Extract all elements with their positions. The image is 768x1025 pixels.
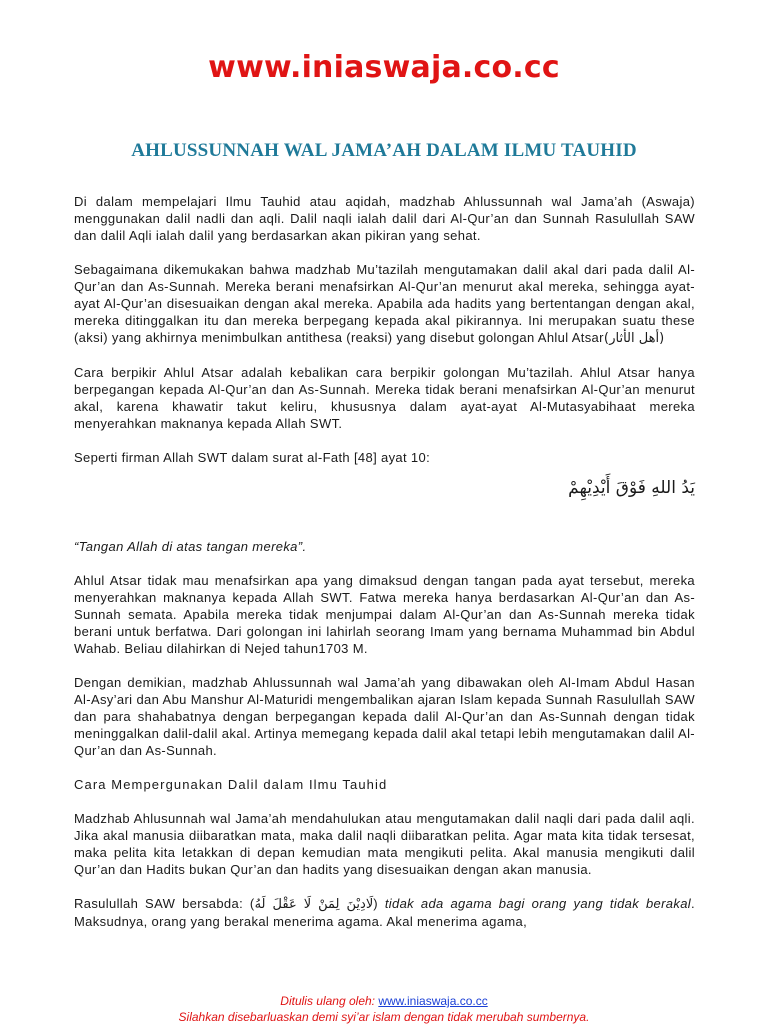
paragraph-3: Cara berpikir Ahlul Atsar adalah kebalikan cara berpikir golongan Mu’tazilah. Ahlul Atsar hanya berpegangan kepada Al-Qur’an dan As-Sunnah. Mereka tidak berani menafsirkan Al-Qur’an menurut akal, karena khawatir takut keliru, khususnya dalam ayat-ayat Al-Mutasyabihaat mereka menyerahkan maknanya kepada Allah SWT. — [74, 365, 695, 431]
paragraph-2 — [74, 261, 695, 347]
paragraph-6: Dengan demikian, madzhab Ahlussunnah wal Jama’ah yang dibawakan oleh Al-Imam Abdul Hasan Al-Asy’ari dan Abu Manshur Al-Maturidi mengembalikan ajaran Islam kepada Sunnah Rasulullah SAW dan para shahabatnya dengan berpegangan kepada dalil Al-Qur’an dan As-Sunnah dengan tidak meninggalkan dalil-dalil akal. Artinya memegang kepada dalil akal tetapi lebih mengutamakan dalil Al-Qur’an dan As-Sunnah. — [74, 675, 695, 758]
paragraph-8-close: ) — [373, 896, 378, 911]
hadith-arabic: لَادِيْنَ لِمَنْ لَا عَقْلَ لَهُ — [254, 897, 374, 912]
paragraph-8 — [74, 895, 695, 930]
verse-translation — [74, 538, 695, 555]
paragraph-4: Seperti firman Allah SWT dalam surat al-Fath [48] ayat 10: — [74, 450, 431, 465]
paragraph-8-end: . Maksudnya, orang yang berakal menerima agama. Akal menerima agama, — [74, 896, 696, 929]
paragraph-7: Madzhab Ahlusunnah wal Jama’ah mendahulukan atau mengutamakan dalil naqli dari pada dalil aqli. Jika akal manusia diibaratkan mata, maka dalil naqli diibaratkan pelita. Agar mata kita tidak tersesat, maka pelita kita letakkan di depan kemudian mata mengikuti pelita. Akal manusia mengikuti dalil Qur’an dan Hadits bukan Qur’an dan hadits yang disesuaikan dengan akan manusia. — [74, 811, 695, 877]
footer-credit-label: Ditulis ulang oleh: — [280, 994, 379, 1008]
paragraph-1: Di dalam mempelajari Ilmu Tauhid atau aqidah, madzhab Ahlussunnah wal Jama’ah (Aswaja) menggunakan dalil nadli dan aqli. Dalil naqli ialah dalil dari Al-Qur’an dan Sunnah Rasulullah SAW dan dalil Aqli ialah dalil yang berdasarkan akan pikiran yang sehat. — [74, 194, 695, 243]
page-footer — [0, 993, 768, 1025]
footer-site-link[interactable]: www.iniaswaja.co.cc — [378, 994, 488, 1008]
paragraph-5: Ahlul Atsar tidak mau menafsirkan apa yang dimaksud dengan tangan pada ayat tersebut, mereka menyerahkan maknanya kepada Allah SWT. Fatwa mereka hanya berdasarkan Al-Qur’an dan As-Sunnah semata. Apabila mereka tidak menjumpai dalam Al-Qur’an dan As-Sunnah mereka tidak berani untuk berfatwa. Dari golongan ini lahirlah seorang Imam yang bernama Muhammad bin Abdul Wahab. Beliau dilahirkan di Nejed tahun1703 M. — [74, 573, 695, 656]
site-url-header: www.iniaswaja.co.cc — [208, 50, 560, 85]
section-heading: Cara Mempergunakan Dalil dalam Ilmu Tauhid — [74, 777, 388, 792]
document-title: AHLUSSUNNAH WAL JAMA’AH DALAM ILMU TAUHID — [131, 140, 637, 161]
quran-verse-arabic: يَدُ اللهِ فَوْقَ أَيْدِيْهِمْ — [568, 478, 695, 498]
document-body — [74, 193, 695, 930]
paragraph-8-start: Rasulullah SAW bersabda: ( — [74, 896, 255, 911]
verse-translation-text: “Tangan Allah di atas tangan mereka”. — [74, 539, 307, 554]
hadith-translation: tidak ada agama bagi orang yang tidak berakal — [384, 896, 692, 911]
paragraph-2-text: Sebagaimana dikemukakan bahwa madzhab Mu’tazilah mengutamakan dalil akal dari pada dalil Al-Qur’an dan As-Sunnah. Mereka berani menafsirkan Al-Qur’an menurut akal mereka, sehingga ayat-ayat Al-Qur’an disesuaikan dengan akal mereka. Apabila ada hadits yang bertentangan dengan akal, mereka ditinggalkan itu dan mereka berpegang kepada akal pikirannya. Ini merupakan suatu these (aksi) yang akhirnya menimbulkan antithesa (reaksi) yang disebut golongan Ahlul Atsar — [74, 262, 695, 345]
footer-note: Silahkan disebarluaskan demi syi’ar islam dengan tidak merubah sumbernya. — [178, 1010, 590, 1024]
ahlul-atsar-arabic: (أهل الأثار) — [603, 331, 665, 346]
footer-credit — [0, 993, 768, 1009]
